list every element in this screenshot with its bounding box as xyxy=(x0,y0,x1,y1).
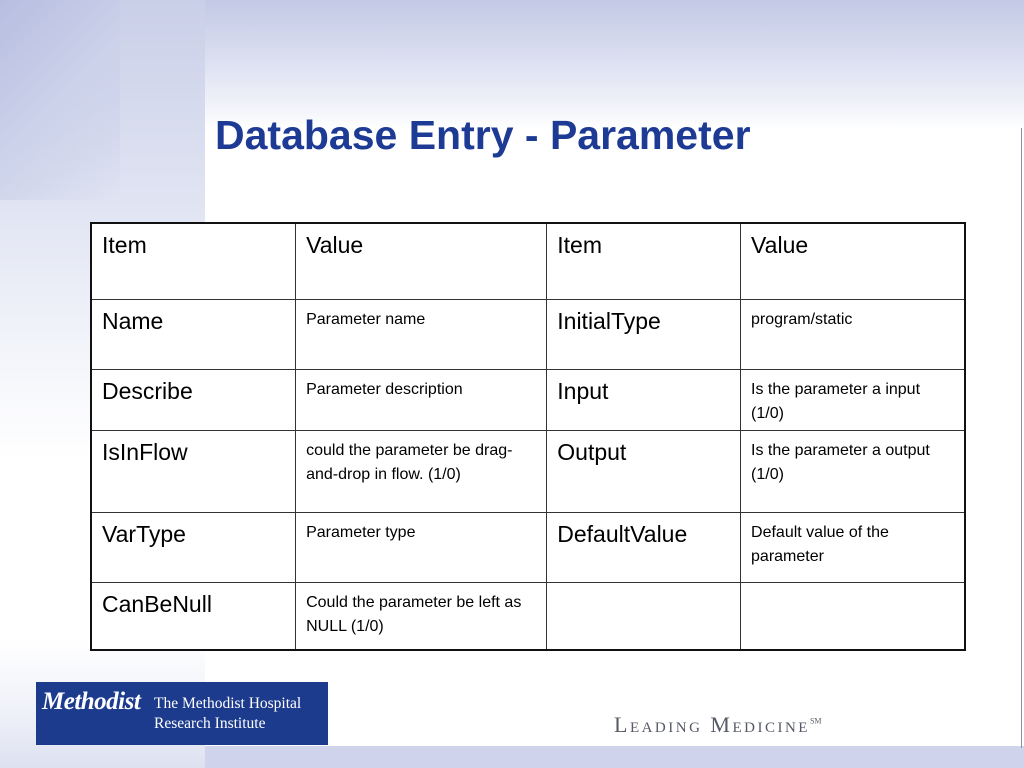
background-bottom-strip xyxy=(205,746,1024,768)
table-row xyxy=(91,512,965,582)
cell-value: Default value of the parameter xyxy=(741,512,965,582)
cell-item xyxy=(547,582,741,650)
table-row xyxy=(91,582,965,650)
logo-institute-name: Research Institute xyxy=(154,715,266,732)
table-header-row xyxy=(91,223,965,299)
header-item-1: Item xyxy=(91,223,296,299)
background-top-band xyxy=(205,0,1024,130)
cell-value: program/static xyxy=(741,299,965,369)
cell-value: Is the parameter a input (1/0) xyxy=(741,369,965,430)
cell-item: IsInFlow xyxy=(91,430,296,512)
header-value-2: Value xyxy=(741,223,965,299)
right-edge-rule xyxy=(1021,128,1022,748)
methodist-logo xyxy=(36,682,328,745)
leading-medicine-tagline xyxy=(614,712,822,738)
cell-item: DefaultValue xyxy=(547,512,741,582)
cell-value: Parameter description xyxy=(296,369,547,430)
parameter-table xyxy=(90,222,966,651)
header-value-1: Value xyxy=(296,223,547,299)
slide-title: Database Entry - Parameter xyxy=(215,112,751,158)
cell-value: Parameter name xyxy=(296,299,547,369)
background-corner xyxy=(0,0,120,200)
cell-value: Could the parameter be left as NULL (1/0) xyxy=(296,582,547,650)
cell-value: Parameter type xyxy=(296,512,547,582)
cell-item: CanBeNull xyxy=(91,582,296,650)
cell-value: could the parameter be drag-and-drop in flow. (1/0) xyxy=(296,430,547,512)
cell-item: Name xyxy=(91,299,296,369)
cell-item: Output xyxy=(547,430,741,512)
cell-value xyxy=(741,582,965,650)
cell-item: Describe xyxy=(91,369,296,430)
table-row xyxy=(91,430,965,512)
table-row xyxy=(91,299,965,369)
tagline-text: Leading Medicine xyxy=(614,712,810,737)
cell-item: VarType xyxy=(91,512,296,582)
cell-item: Input xyxy=(547,369,741,430)
methodist-wordmark: Methodist xyxy=(42,688,141,715)
service-mark: SM xyxy=(809,716,822,726)
cell-item: InitialType xyxy=(547,299,741,369)
header-item-2: Item xyxy=(547,223,741,299)
cell-value: Is the parameter a output (1/0) xyxy=(741,430,965,512)
logo-hospital-name: The Methodist Hospital xyxy=(154,695,302,712)
table-row xyxy=(91,369,965,430)
